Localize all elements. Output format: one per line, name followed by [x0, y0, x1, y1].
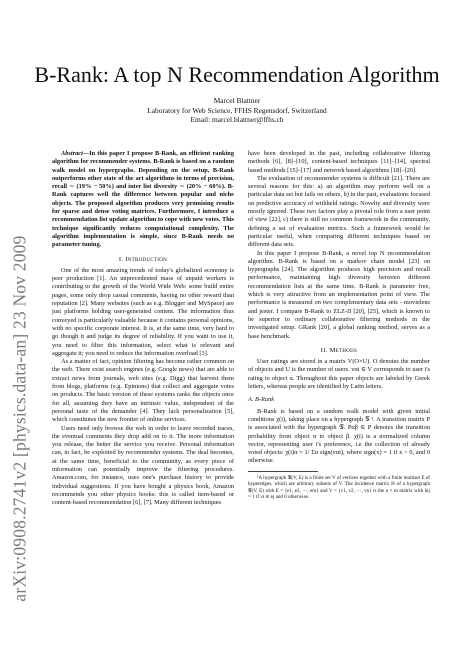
intro-paragraph-2: As a matter of fact, opinion filtering has become rather common on the web. There exist search engines (e.g. Google news) that are able to extract news from journals, web sites (e.g. Digg) that harvest them from blogs, platforms (e.g. Epinions) that collect and aggregate votes on products. The basic version of these systems ranks the objects once for all, assuming they have an intrinsic value, independent of the personal taste of the demander [4]. They lack personalization [5], which constitutes the new frontier of online services. [52, 358, 234, 424]
author-affiliation: Laboratory for Web Science, FFHS Regensdorf, Switzerland [147, 105, 327, 115]
intro-paragraph-6: In this paper I propose B-Rank, a novel top N recommendation algorithm. B-Rank is based on a markov chain model [23] on hypergraphs [24]. The algorithm produces high precision and recall performance, maintaining high diversity between different recommendation lists at the same time. B-Rank is parameter free, which is very attractive from an implementation point of view. The performance is measured on two complementary data sets - movielens and jester. I compare B-Rank to ZLZ-II [20], [25], which is known to be superior to ordinary collaborative filtering methods in the investigated setup. GRank [20], a global ranking method, serves as a base benchmark. [248, 249, 430, 340]
methods-paragraph: User ratings are stored in a matrix V(O×U). O denotes the number of objects and U is the number of users. vαi ∈ V corresponds to user i's rating to object α. Throughout this paper objects are labeled by Greek letters, whereas people are identified by Latin letters. [248, 358, 430, 391]
section-methods-heading: II. Methods [320, 346, 358, 354]
footnote: ¹A hypergraph 𝒢(V, E) is a finite set V of vertices together with a finite multiset E of hyperedges, which are arbitrary subsets of V. The incidence matrix H of a hypergraph 𝒢(V, E) with E = {e1, e2, ···, em} and V = {v1, v2, ···, vn} is the n × m matrix with hij = 1 if vi ∈ ej and 0 otherwise. [248, 474, 430, 500]
subsection-brank-heading: A. B-Rank [248, 396, 275, 404]
abstract [52, 150, 234, 250]
abstract-lead: Abstract [61, 150, 83, 157]
paper-title: B-Rank: A top N Recommendation Algorithm [34, 62, 440, 87]
intro-paragraph-1: One of the most amazing trends of today's globalized economy is peer production [1]. An unprecedented mass of unpaid workers is contributing to the growth of the World Wide Web: some build entire pages, some only drop casual comments, having no other reward than reputation [2]. Many websites (such as e.g. Blogger and MySpace) are just platforms holding user-generated content. The information thus conveyed is particularly valuable because it contains personal opinions, with no specific corporate interest. It is, at the same time, very hard to go though it and judge its degree of reliability. If you want to use it, you need to filter this information, select what is relevant and aggregate it; you need to reduce the information overload [3]. [52, 266, 234, 357]
abstract-text: —In this paper I propose B-Rank, an efficient ranking algorithm for recommender systems. B-Rank is based on a random walk model on hypergraphs. Depending on the setup, B-Rank outperforms other state of the art algorithms in terms of precision, recall ∼ (19% − 50%) and inter list diversity ∼ (20% − 60%). B-Rank captures well the difference between popular and niche objects. The proposed algorithm produces very promising results for sparse and dense voting matrices. Furthermore, I introduce a recommendation list update algorithm to cope with new votes. This technique significantly reduces computational complexity. The algorithm implementation is simple, since B-Rank needs no parameter tuning. [52, 150, 234, 249]
section-introduction-heading: I. Introduction [118, 255, 168, 263]
arxiv-stamp-text: arXiv:0908.2741v2 [physics.data-an] 23 Nov 2009 [9, 234, 30, 602]
brank-paragraph: B-Rank is based on a random walk model with given initial conditions χ(i), taking place on a hypergraph 𝒢 ¹. A transition matrix P is associated with the hypergraph 𝒢. Pαβ ∈ P denotes the transition probability from object α to object β. χ(i) is a normalized column vector, representing user i's preference, i.e the collection of already voted objects: χ(i)α = 1/ Σα sign(vαi), where sign(x) = 1 if x > 0, and 0 otherwise. [248, 407, 430, 465]
intro-paragraph-3: Users need only browse the web in order to leave recorded traces, the eventual comments they drop add on to it. The more information you release, the better the service you receive. Personal information can, in fact, be exploited by recommender systems. The deal becomes, at the same time, beneficial to the community, as every piece of information can potentially improve the filtering procedures. Amazon.com, for instance, uses one's purchase history to provide individual suggestions. If you have bought a physics book, Amazon recommends you other physics books: this is called item-based or content-based recommendation [6], [7]. Many different techniques [52, 424, 234, 507]
author-email: Email: marcel.blattner@ffhs.ch [190, 115, 284, 125]
arxiv-stamp [8, 208, 32, 628]
author-name: Marcel Blattner [213, 96, 261, 105]
right-column [248, 150, 430, 500]
footnote-rule [248, 471, 318, 472]
author-block [30, 96, 444, 125]
intro-paragraph-5: The evaluation of recommender systems is difficult [21]. There are several reasons for this: a) an algorithm may perform well on a particular data set but fails on others, b) in the past, evaluations focused on predictive accuracy of withheld ratings. Novelty and diversity were mostly ignored. These two factors play a pivotal role from a user point of view [22], c) there is still no common framework in the community, defining a set of evaluation metrics. Such a framework would be particular useful, when comparing different techniques based on different data sets. [248, 174, 430, 249]
left-column [52, 150, 234, 507]
intro-paragraph-4: have been developed in the past, including collaborative filtering methods [6], [8]–[10], content-based techniques [11]–[14], spectral based methods [15]–[17] and network based algorithms [18]–[20]. [248, 150, 430, 174]
